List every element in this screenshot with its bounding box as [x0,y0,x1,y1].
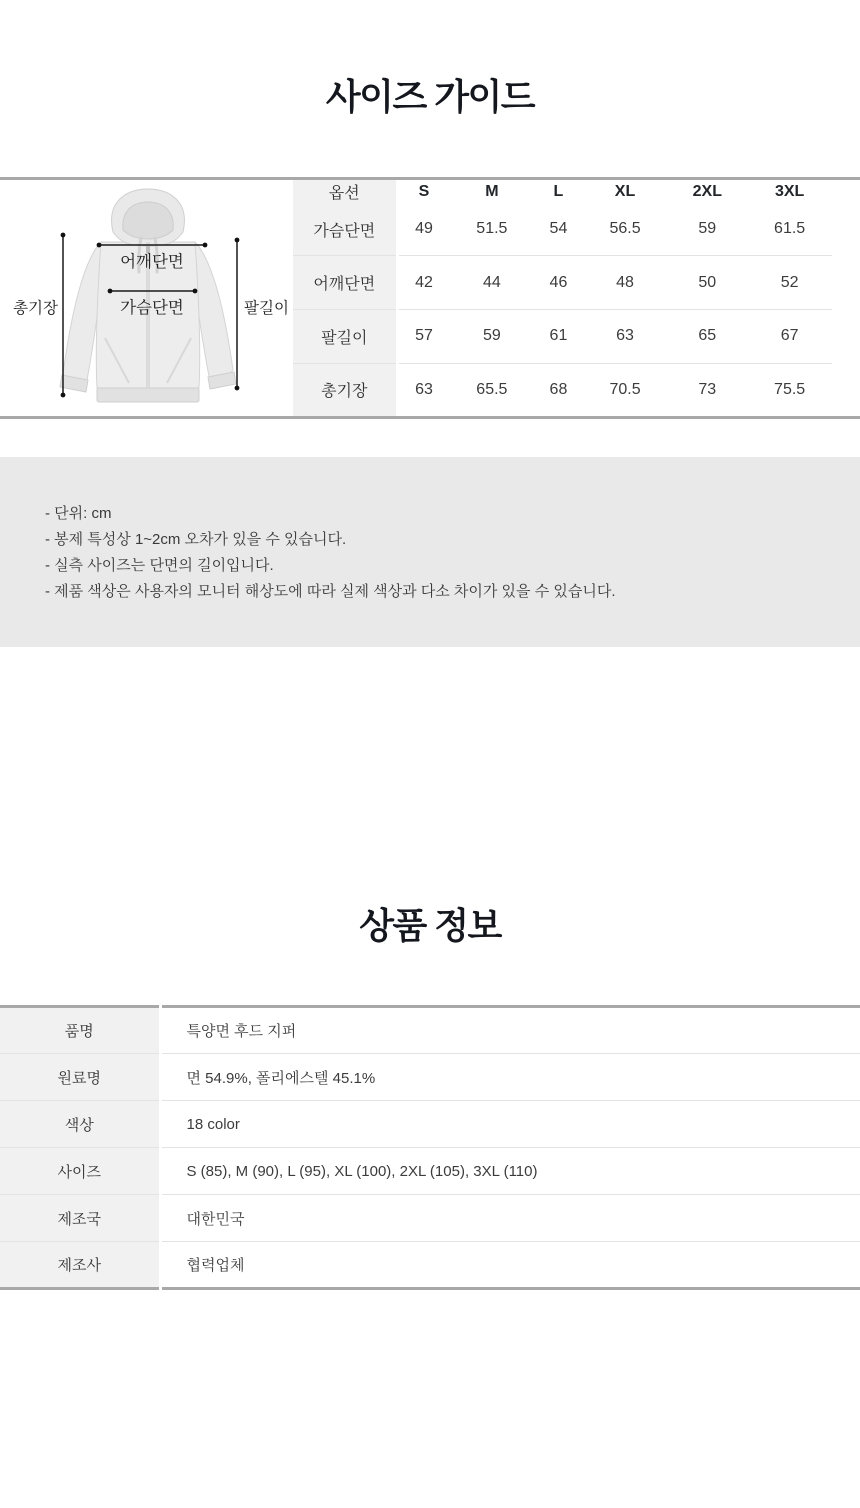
product-info-title: 상품 정보 [359,905,501,946]
cell-value: 63 [583,309,668,363]
info-row-country [0,1195,860,1242]
info-row-size [0,1148,860,1195]
cell-value: 51.5 [450,203,535,256]
info-label: 원료명 [0,1054,160,1101]
cell-value: 63 [415,380,433,398]
size-row-length [293,363,832,416]
cell-value: 73 [698,380,717,398]
size-guide-notes [0,457,860,647]
size-guide-title: 사이즈 가이드 [325,76,535,117]
cell-value: 50 [667,256,747,310]
info-row-material [0,1054,860,1101]
cell-value: 75.5 [774,380,806,398]
row-label: 총기장 [293,363,397,416]
cell-value: 68 [549,380,568,398]
info-value: 18 color [160,1101,860,1148]
info-row-manufacturer [0,1242,860,1289]
cell-value: 57 [397,309,450,363]
size-row-shoulder [293,256,832,310]
note-line: - 봉제 특성상 1~2cm 오차가 있을 수 있습니다. [45,531,347,548]
cell-value: 59 [450,309,535,363]
size-col-s: S [418,182,430,200]
info-label: 제조사 [0,1242,160,1289]
hoodie-drawing [60,189,236,402]
cell-value: 52 [747,256,832,310]
shoulder-width-label: 어깨단면 [120,253,184,271]
info-row-product-name [0,1007,860,1054]
cell-value: 67 [747,309,832,363]
size-table-header-row [293,180,832,203]
info-label: 사이즈 [0,1148,160,1195]
note-line: - 제품 색상은 사용자의 모니터 해상도에 따라 실제 색상과 다소 차이가 있을 수 있습니다. [45,583,616,600]
size-col-3xl: 3XL [774,182,805,200]
info-value: 대한민국 [160,1195,860,1242]
cell-value: 48 [583,256,668,310]
size-row-arm [293,309,832,363]
cell-value: 70.5 [609,380,641,398]
hoodie-measurement-diagram [0,180,293,416]
cell-value: 46 [534,256,582,310]
info-label: 제조국 [0,1195,160,1242]
info-value: 면 54.9%, 폴리에스텔 45.1% [160,1054,860,1101]
cell-value: 61.5 [747,203,832,256]
cell-value: 56.5 [583,203,668,256]
total-length-label: 총기장 [13,300,58,317]
note-line: - 단위: cm [45,505,112,522]
info-value: 협력업체 [186,1257,245,1274]
cell-value: 44 [450,256,535,310]
info-value: 특양면 후드 지퍼 [160,1007,860,1054]
info-value: S (85), M (90), L (95), XL (100), 2XL (105), 3XL (110) [160,1148,860,1195]
hoodie-illustration-svg [0,180,293,416]
cell-value: 49 [397,203,450,256]
note-line: - 실측 사이즈는 단면의 길이입니다. [45,557,274,574]
cell-value: 65.5 [476,380,508,398]
row-label: 팔길이 [293,309,397,363]
cell-value: 65 [667,309,747,363]
chest-width-label: 가슴단면 [120,299,184,317]
row-label: 어깨단면 [293,256,397,310]
size-col-2xl: 2XL [692,182,722,200]
size-col-l: L [553,182,564,200]
info-row-color [0,1101,860,1148]
product-info-table [0,1005,860,1290]
size-col-xl: XL [614,182,636,200]
row-label: 가슴단면 [293,203,397,256]
info-label: 품명 [0,1007,160,1054]
cell-value: 61 [534,309,582,363]
cell-value: 59 [667,203,747,256]
info-label: 색상 [0,1101,160,1148]
cell-value: 54 [534,203,582,256]
size-table-header-option: 옵션 [293,180,397,203]
size-col-m: M [485,182,499,200]
size-row-chest [293,203,832,256]
arm-length-label: 팔길이 [244,300,289,317]
size-table [293,180,832,416]
size-guide-section [0,177,860,419]
cell-value: 42 [397,256,450,310]
